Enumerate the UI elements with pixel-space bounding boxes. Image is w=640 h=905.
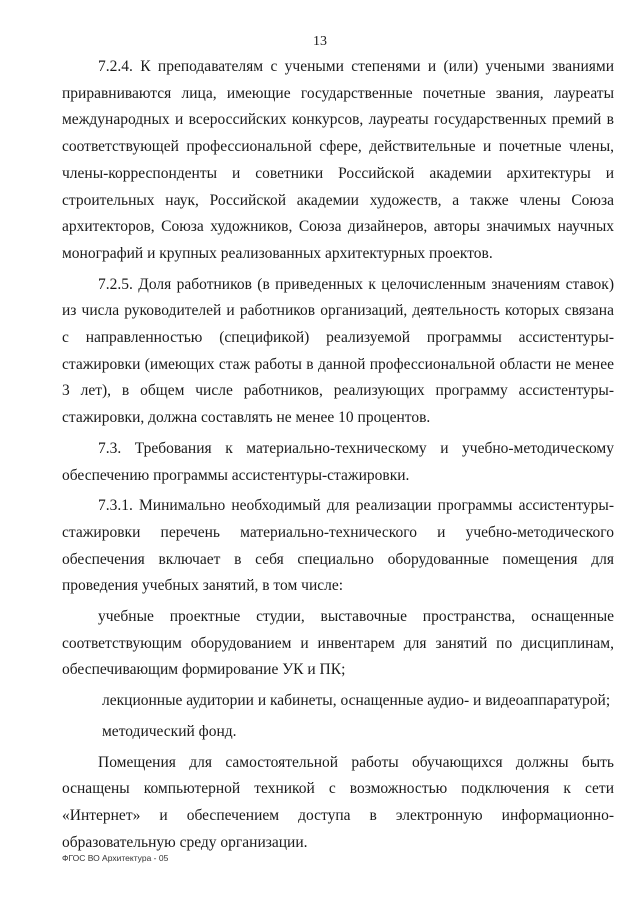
page-number: 13 bbox=[313, 34, 327, 49]
document-body bbox=[62, 54, 614, 856]
paragraph-self-study-rooms: Помещения для самостоятельной работы обучающихся должны быть оснащены компьютерной техникой с возможностью подключения к сети «Интернет» и обеспечением доступа в электронную информационно-образовательную среду организации. bbox=[62, 753, 614, 851]
paragraph-7-3: 7.3. Требования к материально-техническому и учебно-методическому обеспечению программы ассистентуры-стажировки. bbox=[62, 439, 614, 484]
paragraph-7-2-5: 7.2.5. Доля работников (в приведенных к целочисленным значениям ставок) из числа руководителей и работников организаций, деятельность которых связана с направленностью (спецификой) реализуемой программы ассистентуры-стажировки (имеющих стаж работы в данной профессиональной области не менее 3 лет), в общем числе работников, реализующих программу ассистентуры-стажировки, должна составлять не менее 10 процентов. bbox=[62, 275, 614, 427]
document-footer: ФГОС ВО Архитектура - 05 bbox=[62, 853, 169, 863]
list-item-methodical-fund: методический фонд. bbox=[102, 722, 237, 740]
list-item-lecture-rooms: лекционные аудитории и кабинеты, оснащенные аудио- и видеоаппаратурой; bbox=[102, 692, 611, 710]
paragraph-7-2-4: 7.2.4. К преподавателям с учеными степенями и (или) учеными званиями приравниваются лица, имеющие государственные почетные звания, лауреаты международных и всероссийских конкурсов, лауреаты государственных премий в соответствующей профессиональной сфере, действительные и почетные члены, члены-корреспонденты и советники Российской академии архитектуры и строительных наук, Российской академии художеств, а также члены Союза архитекторов, Союза художников, Союза дизайнеров, авторы значимых научных монографий и крупных реализованных архитектурных проектов. bbox=[62, 58, 614, 262]
paragraph-7-3-1: 7.3.1. Минимально необходимый для реализации программы ассистентуры-стажировки перечень материально-технического и учебно-методического обеспечения включает в себя специально оборудованные помещения для проведения учебных занятий, в том числе: bbox=[62, 497, 614, 595]
list-item-studios: учебные проектные студии, выставочные пространства, оснащенные соответствующим оборудованием и инвентарем для занятий по дисциплинам, обеспечивающим формирование УК и ПК; bbox=[62, 608, 614, 679]
